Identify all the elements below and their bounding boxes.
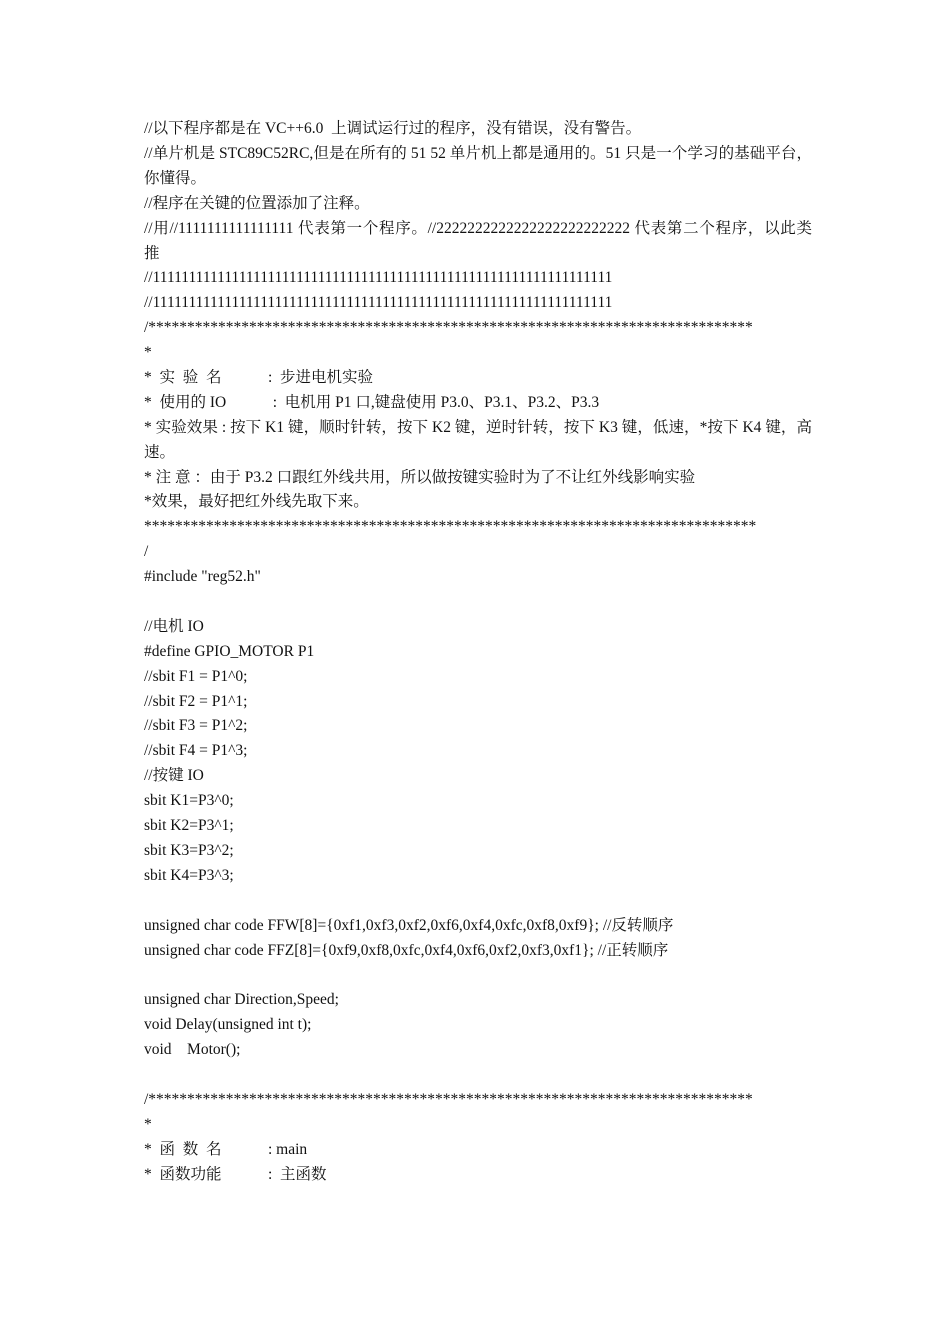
code-line: //sbit F1 = P1^0; xyxy=(144,667,248,685)
code-line: //1111111111111111111111111111111111111111111111111111111111111111 xyxy=(144,269,613,287)
code-line: * 使用的 IO : 电机用 P1 口,键盘使用 P3.0、P3.1、P3.2、P3.3 xyxy=(144,393,600,411)
code-line: //sbit F3 = P1^2; xyxy=(144,717,248,735)
blank-line xyxy=(144,590,812,615)
code-line: #include "reg52.h" xyxy=(144,568,261,586)
code-line: //单片机是 STC89C52RC,但是在所有的 51 52 单片机上都是通用的。51 只是一个学习的基础平台，你懂得。 xyxy=(144,144,812,187)
code-line: ******************************************************************************* xyxy=(144,518,757,536)
blank-line xyxy=(144,889,812,914)
code-line: * 实 验 名 : 步进电机实验 xyxy=(144,368,374,386)
code-line: sbit K3=P3^2; xyxy=(144,841,234,859)
code-line: unsigned char code FFZ[8]={0xf9,0xf8,0xfc,0xf4,0xf6,0xf2,0xf3,0xf1}; //正转顺序 xyxy=(144,941,669,959)
code-line: //1111111111111111111111111111111111111111111111111111111111111111 xyxy=(144,294,613,312)
code-line: * 实验效果 : 按下 K1 键，顺时针转，按下 K2 键，逆时针转，按下 K3 键，低速，*按下 K4 键，高速。 xyxy=(144,418,812,461)
code-line: * 函 数 名 : main xyxy=(144,1140,308,1158)
code-line: //sbit F4 = P1^3; xyxy=(144,742,248,760)
code-line: sbit K1=P3^0; xyxy=(144,792,234,810)
blank-line xyxy=(144,1063,812,1088)
code-line: unsigned char Direction,Speed; xyxy=(144,991,339,1009)
code-line: * 注 意 ：由于 P3.2 口跟红外线共用，所以做按键实验时为了不让红外线影响实验 xyxy=(144,468,696,486)
code-line: //按键 IO xyxy=(144,767,204,785)
code-line: //程序在关键的位置添加了注释。 xyxy=(144,194,370,212)
code-line: * xyxy=(144,1115,152,1133)
code-line: /****************************************************************************** xyxy=(144,319,753,337)
code-line: //sbit F2 = P1^1; xyxy=(144,692,248,710)
code-line: #define GPIO_MOTOR P1 xyxy=(144,642,315,660)
code-line: /****************************************************************************** xyxy=(144,1090,753,1108)
code-line: *效果，最好把红外线先取下来。 xyxy=(144,493,369,511)
code-line: //电机 IO xyxy=(144,617,204,635)
code-line: * 函数功能 : 主函数 xyxy=(144,1165,327,1183)
code-line: / xyxy=(144,543,149,561)
code-line: * xyxy=(144,344,152,362)
code-line: unsigned char code FFW[8]={0xf1,0xf3,0xf2,0xf6,0xf4,0xfc,0xf8,0xf9}; //反转顺序 xyxy=(144,916,674,934)
code-line: sbit K2=P3^1; xyxy=(144,817,234,835)
document-page xyxy=(144,117,812,1187)
code-line: sbit K4=P3^3; xyxy=(144,866,234,884)
code-line: //以下程序都是在 VC++6.0 上调试运行过的程序，没有错误，没有警告。 xyxy=(144,120,642,137)
blank-line xyxy=(144,963,812,988)
code-line: void Motor(); xyxy=(144,1041,241,1059)
code-line: //用//1111111111111111 代表第一个程序。//2222222222222222222222222 代表第二个程序，以此类推 xyxy=(144,219,812,262)
code-line: void Delay(unsigned int t); xyxy=(144,1016,312,1034)
